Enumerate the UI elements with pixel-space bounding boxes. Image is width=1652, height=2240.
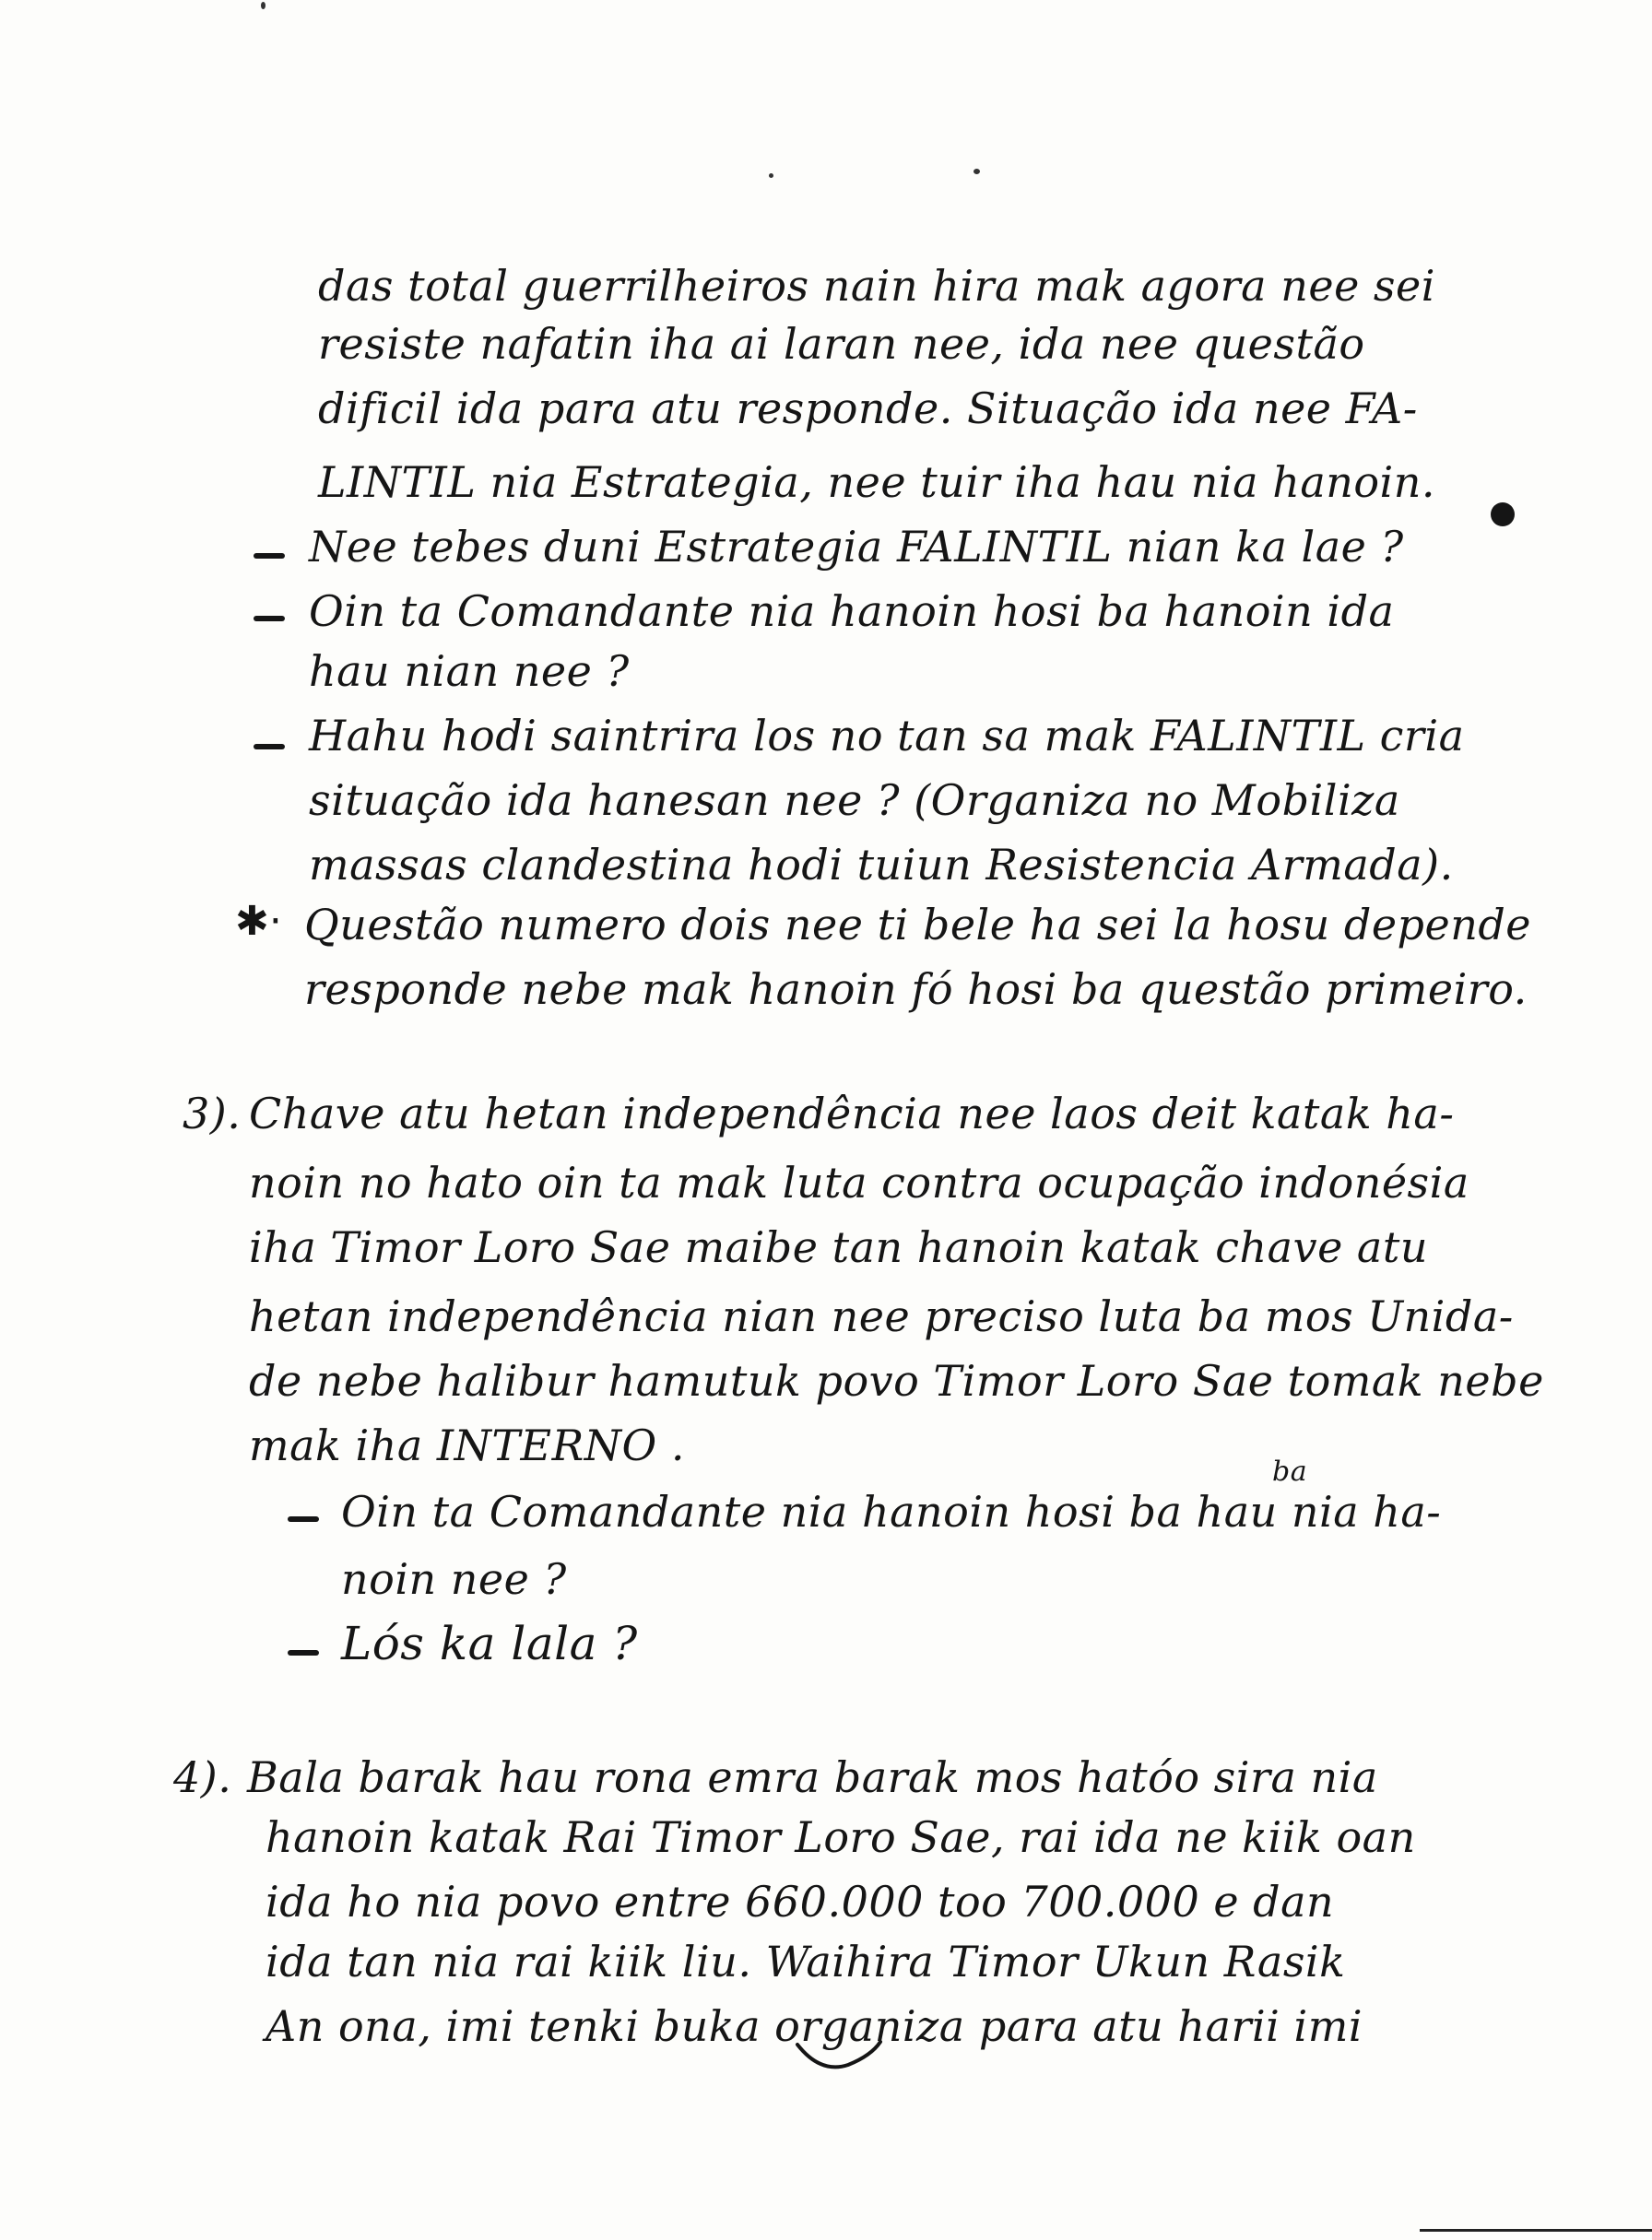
text-line: hau nian nee ? [309,646,630,696]
text-line: noin no hato oin ta mak luta contra ocupação indonésia [249,1158,1469,1208]
text-line: Oin ta Comandante nia hanoin hosi ba hau nia ha- [341,1487,1442,1537]
underline-stroke [793,2037,894,2083]
text-line: ida tan nia rai kiik liu. Waihira Timor Ukun Rasik [266,1937,1346,1987]
dash-bullet [288,1516,319,1522]
scan-speck [974,169,980,174]
text-line: Hahu hodi saintrira los no tan sa mak FALINTIL cria [309,711,1465,760]
text-line: de nebe halibur hamutuk povo Timor Loro Sae tomak nebe [249,1356,1544,1406]
text-line: hetan independência nian nee preciso luta ba mos Unida- [249,1291,1514,1341]
text-line: LINTIL nia Estrategia, nee tuir iha hau nia hanoin. [318,457,1436,507]
text-line: Bala barak hau rona emra barak mos hatóo sira nia [247,1752,1378,1802]
scan-speck [261,2,266,9]
text-line: hanoin katak Rai Timor Loro Sae, rai ida ne kiik oan [266,1812,1416,1862]
text-line: mak iha INTERNO . [249,1421,685,1470]
dash-bullet [288,1650,319,1656]
dash-bullet [254,616,285,621]
text-line: Lós ka lala ? [341,1617,638,1670]
asterisk-bullet-icon: ✱· [235,898,282,945]
text-line: responde nebe mak hanoin fó hosi ba questão primeiro. [304,964,1528,1014]
text-line: ida ho nia povo entre 660.000 too 700.000 e dan [266,1877,1335,1927]
superscript-note: ba [1272,1456,1308,1488]
section-number: 3). [183,1089,242,1138]
text-line: Oin ta Comandante nia hanoin hosi ba hanoin ida [309,586,1395,636]
scan-speck [769,173,773,178]
text-line: situação ida hanesan nee ? (Organiza no Mobiliza [309,775,1400,825]
text-line: Nee tebes duni Estrategia FALINTIL nian ka lae ? [309,522,1404,572]
text-line: noin nee ? [341,1554,567,1604]
section-number: 4). [173,1752,232,1802]
dash-bullet [254,553,285,559]
text-line: Chave atu hetan independência nee laos deit katak ha- [249,1089,1455,1138]
bottom-rule [1420,2229,1652,2232]
text-line: dificil ida para atu responde. Situação ida nee FA- [318,383,1418,433]
text-line: iha Timor Loro Sae maibe tan hanoin katak chave atu [249,1222,1428,1272]
text-line: An ona, imi tenki buka organiza para atu harii imi [266,2001,1363,2051]
text-line: massas clandestina hodi tuiun Resistencia Armada). [309,840,1454,890]
text-line: das total guerrilheiros nain hira mak agora nee sei [318,261,1435,311]
text-line: Questão numero dois nee ti bele ha sei la hosu depende [304,900,1532,949]
dash-bullet [254,744,285,749]
text-line: resiste nafatin iha ai laran nee, ida nee questão [318,319,1365,369]
ink-blot [1491,502,1515,526]
